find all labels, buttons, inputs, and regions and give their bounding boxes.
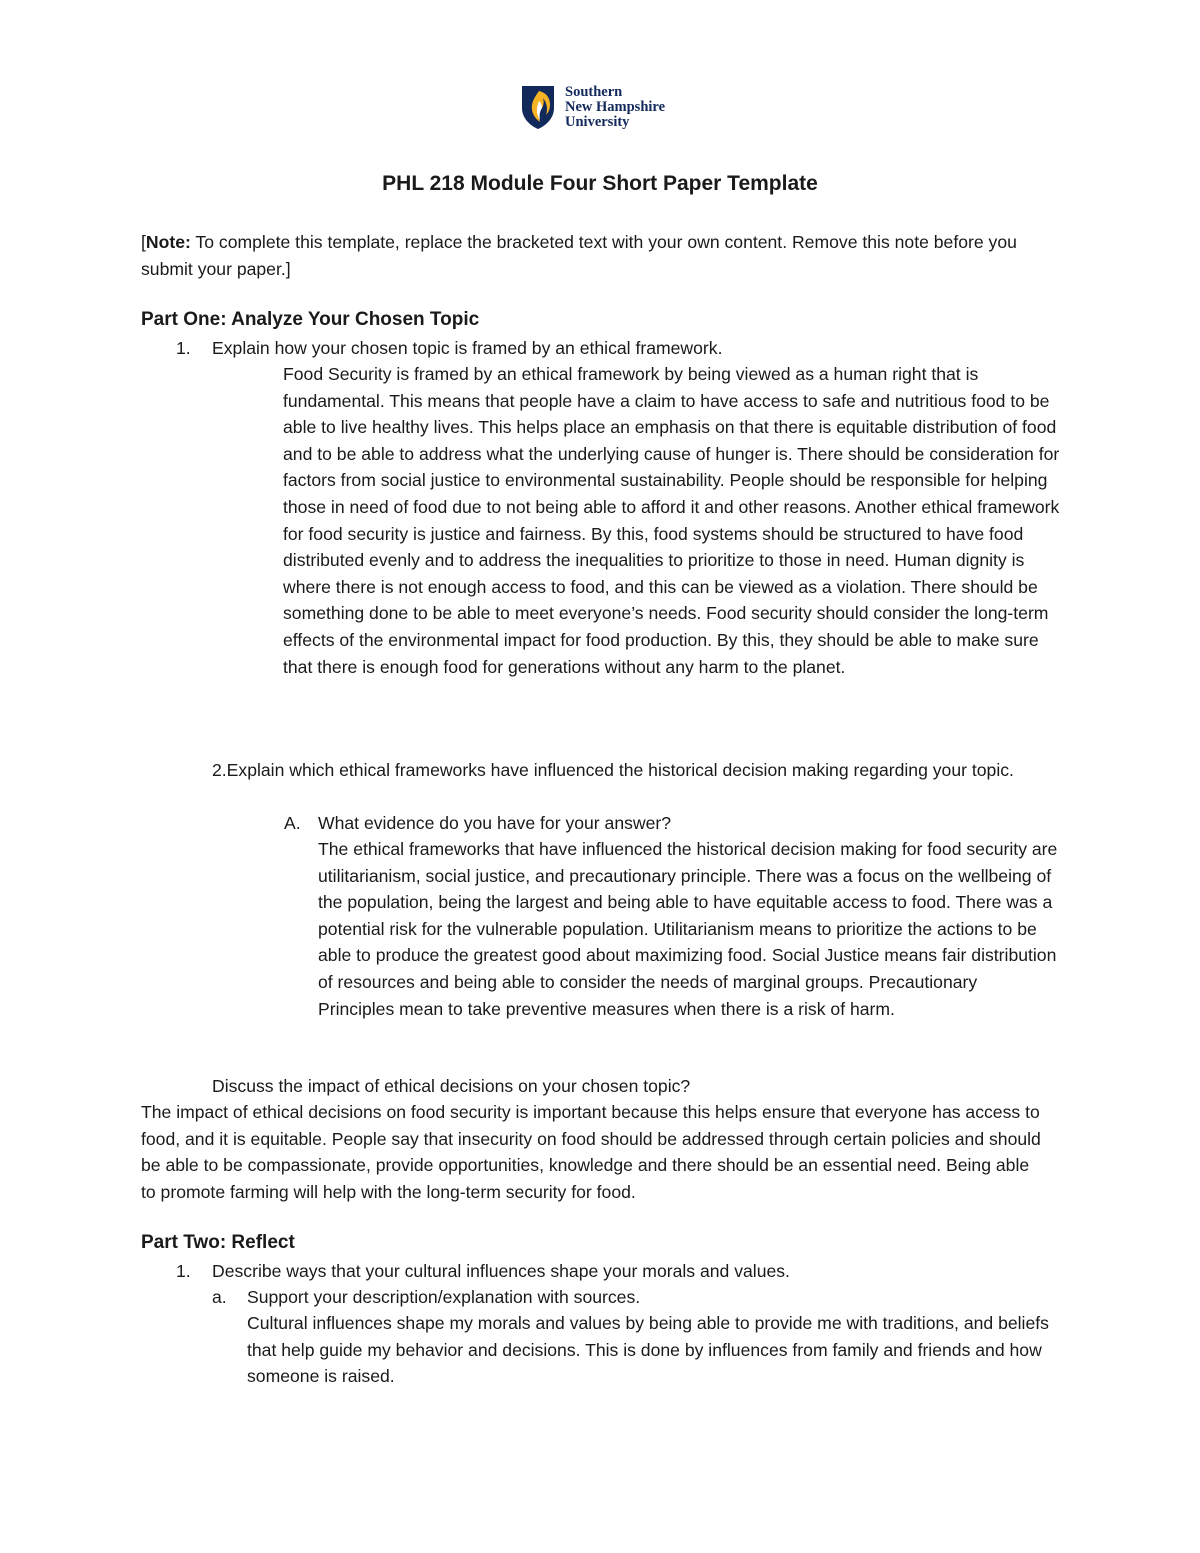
part-one-q2a-label: A. (284, 813, 301, 833)
note-text: To complete this template, replace the bracketed text with your own content. Remove this note before you submit your paper.] (141, 232, 1017, 279)
part-two-q1a-text: Support your description/explanation with sources. (247, 1287, 641, 1307)
part-two-q1-text: Describe ways that your cultural influences shape your morals and values. (212, 1261, 790, 1281)
shield-flame-icon (521, 84, 555, 130)
page-title: PHL 218 Module Four Short Paper Template (382, 172, 818, 195)
logo-line-3: University (565, 114, 630, 130)
part-one-q1-answer: Food Security is framed by an ethical framework by being viewed as a human right that is fundamental. This means that people have a claim to have access to safe and nutritious food to be able to live healthy lives. This helps place an emphasis on that there is equitable distribution of food and to be able to address what the underlying cause of hunger is. There should be consideration for factors from social justice to environmental sustainability. People should be responsible for helping those in need of food due to not being able to afford it and other reasons. Another ethical framework for food security is justice and fairness. By this, food systems should be structured to have food distributed evenly and to address the inequalities to prioritize to those in need. Human dignity is where there is not enough access to food, and this can be viewed as a violation. There should be something done to be able to meet everyone’s needs. Food security should consider the long-term effects of the environmental impact for food production. By this, they should be able to make sure that there is enough food for generations without any harm to the planet. (283, 364, 1060, 677)
part-two-q1a-answer: Cultural influences shape my morals and values by being able to provide me with traditions, and beliefs that help guide my behavior and decisions. This is done by influences from family and friends and how someone is raised. (247, 1313, 1049, 1387)
part-one-q2a-answer: The ethical frameworks that have influenced the historical decision making for food security are utilitarianism, social justice, and precautionary principle. There was a focus on the wellbeing of the population, being the largest and being able to have equitable access to food. There was a potential risk for the vulnerable population. Utilitarianism means to prioritize the actions to be able to produce the greatest good about maximizing food. Social Justice means fair distribution of resources and being able to consider the needs of marginal groups. Precautionary Principles mean to take preventive measures when there is a risk of harm. (318, 839, 1058, 1019)
university-logo (521, 84, 691, 134)
part-two-q1a-label: a. (212, 1287, 227, 1307)
part-one-q1-number: 1. (176, 338, 191, 358)
logo-line-1: Southern (565, 84, 623, 100)
part-two-q1-number: 1. (176, 1261, 191, 1281)
part-one-q3-answer: The impact of ethical decisions on food security is important because this helps ensure that everyone has access to food, and it is equitable. People say that insecurity on food should be addressed through certain policies and should be able to be compassionate, provide opportunities, knowledge and there should be an essential need. Being able to promote farming will help with the long-term security for food. (141, 1102, 1041, 1202)
part-one-q1-text: Explain how your chosen topic is framed by an ethical framework. (212, 338, 723, 358)
part-one-q3-text: Discuss the impact of ethical decisions on your chosen topic? (212, 1076, 691, 1096)
part-one-heading: Part One: Analyze Your Chosen Topic (141, 309, 480, 330)
part-two-heading: Part Two: Reflect (141, 1232, 295, 1253)
note-open-bracket: [ (141, 232, 146, 252)
logo-line-2: New Hampshire (565, 99, 666, 115)
note-label: Note: (145, 232, 191, 252)
part-one-q2-text: 2.Explain which ethical frameworks have influenced the historical decision making regarding your topic. (212, 760, 1014, 780)
part-one-q2a-text: What evidence do you have for your answer? (318, 813, 672, 833)
template-note (141, 229, 1056, 282)
